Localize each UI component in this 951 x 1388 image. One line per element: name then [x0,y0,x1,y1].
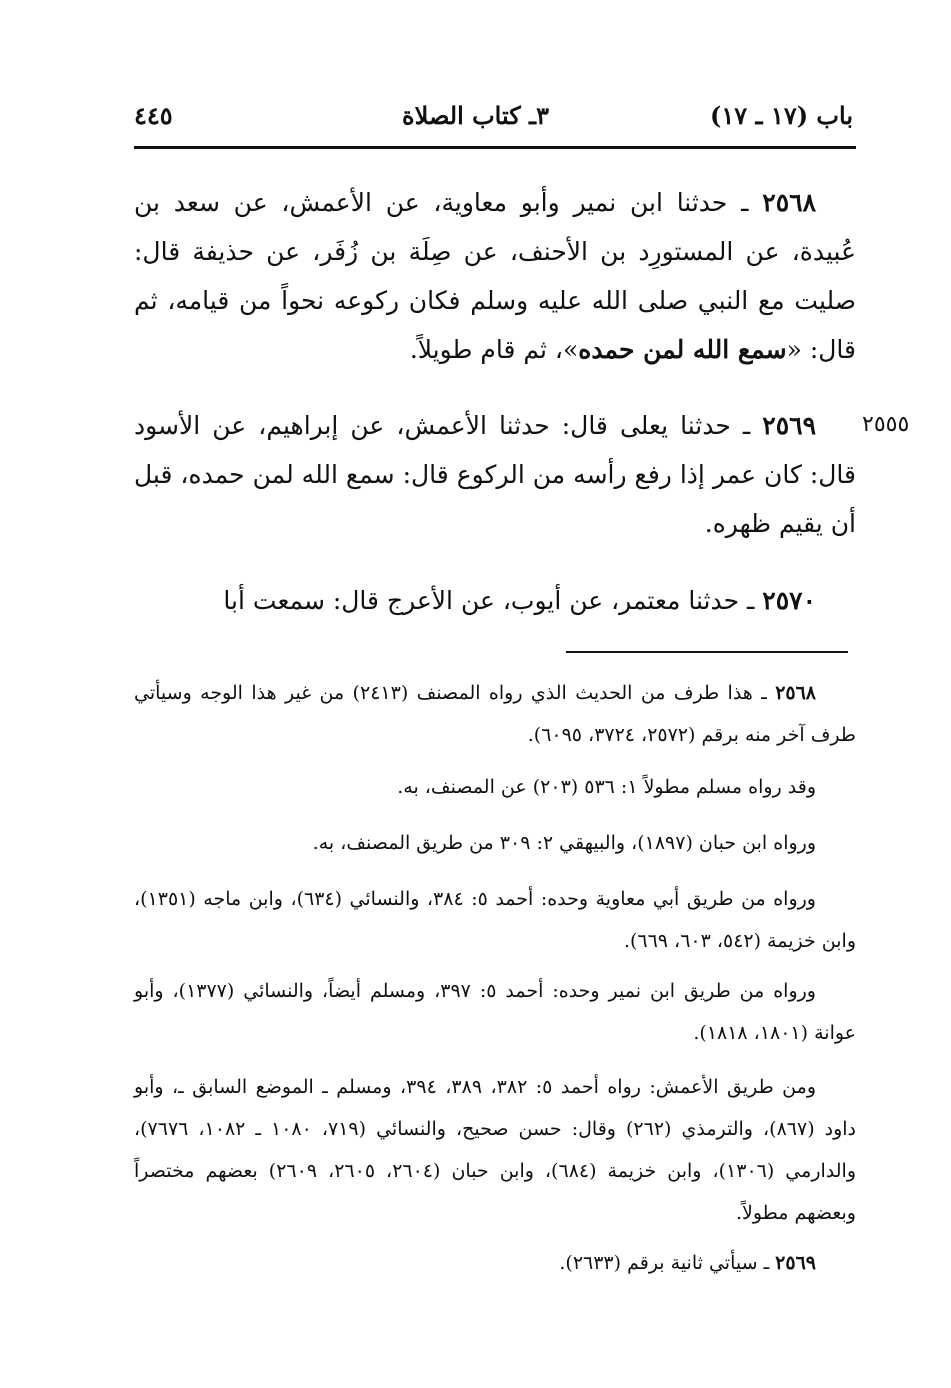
hadith-text: ـ حدثنا ابن نمير وأبو معاوية، عن الأعمش، عن سعد بن عُبيدة، عن المستورِد بن الأحنف، عن صِلَة بن زُفَر، عن حذيفة قال: صليت مع النبي صلى الله عليه وسلم فكان ركوعه نحواً من قيامه، ثم قال: « [134,188,856,364]
footnote-text: ورواه من طريق ابن نمير وحده: أحمد ٥: ٣٩٧، ومسلم أيضاً، والنسائي (١٣٧٧)، وأبو عوانة (١٨٠١، ١٨١٨). [134,980,856,1044]
section-title: ٣ـ كتاب الصلاة [402,101,549,130]
header-rule [134,146,856,149]
footnote-text: ورواه من طريق أبي معاوية وحده: أحمد ٥: ٣٨٤، والنسائي (٦٣٤)، وابن ماجه (١٣٥١)، وابن خزيمة (٥٤٢، ٦٠٣، ٦٦٩). [134,888,856,952]
footnote-2569 [134,1242,856,1284]
footnote-rule [566,651,848,653]
hadith-number: ٢٥٦٩ [762,411,816,440]
hadith-2569 [134,401,856,548]
footnote-paragraph [134,878,856,962]
hadith-text: ـ حدثنا يعلى قال: حدثنا الأعمش، عن إبراهيم، عن الأسود قال: كان عمر إذا رفع رأسه من الركوع قال: سمع الله لمن حمده، قبل أن يقيم ظهره. [134,411,856,538]
hadith-text: ـ حدثنا معتمر، عن أيوب، عن الأعرج قال: سمعت أبا [223,586,763,615]
hadith-2568 [134,178,856,374]
hadith-2570 [134,576,856,625]
chapter-reference: باب (١٧ ـ ١٧) [710,101,853,130]
margin-number: ٢٥٥٥ [862,412,910,437]
footnote-number: ٢٥٦٨ [775,682,817,704]
footnote-number: ٢٥٦٩ [775,1252,816,1274]
hadith-number: ٢٥٧٠ [762,586,816,615]
footnote-text: ـ سيأتي ثانية برقم (٢٦٣٣). [559,1252,776,1274]
footnote-text: وقد رواه مسلم مطولاً ١: ٥٣٦ (٢٠٣) عن المصنف، به. [397,776,816,798]
footnote-paragraph [134,766,856,808]
footnote-2568 [134,672,856,756]
footnote-text: ورواه ابن حبان (١٨٩٧)، والبيهقي ٢: ٣٠٩ من طريق المصنف، به. [312,832,816,854]
footnote-text: ومن طريق الأعمش: رواه أحمد ٥: ٣٨٢، ٣٨٩، ٣٩٤، ومسلم ـ الموضع السابق ـ، وأبو داود (٨٦٧)، والترمذي (٢٦٢) وقال: حسن صحيح، والنسائي (٧١٩، ١٠٨٠ ـ ١٠٨٢، ٧٦٧٦)، والدارمي (١٣٠٦)، وابن خزيمة (٦٨٤)، وابن حبان (٢٦٠٤، ٢٦٠٥، ٢٦٠٩) بعضهم مختصراً وبعضهم مطولاً. [134,1076,857,1224]
footnote-text: ـ هذا طرف من الحديث الذي رواه المصنف (٢٤١٣) من غير هذا الوجه وسيأتي طرف آخر منه برقم (٢٥٧٢، ٣٧٢٤، ٦٠٩٥). [134,682,856,746]
footnote-paragraph [134,1066,856,1234]
hadith-text-end: »، ثم قام طويلاً. [409,335,579,364]
footnote-paragraph [134,970,856,1054]
footnote-paragraph [134,822,856,864]
page-number: ٤٤٥ [134,101,173,130]
hadith-quote: سمع الله لمن حمده [578,335,787,364]
hadith-number: ٢٥٦٨ [762,188,816,217]
